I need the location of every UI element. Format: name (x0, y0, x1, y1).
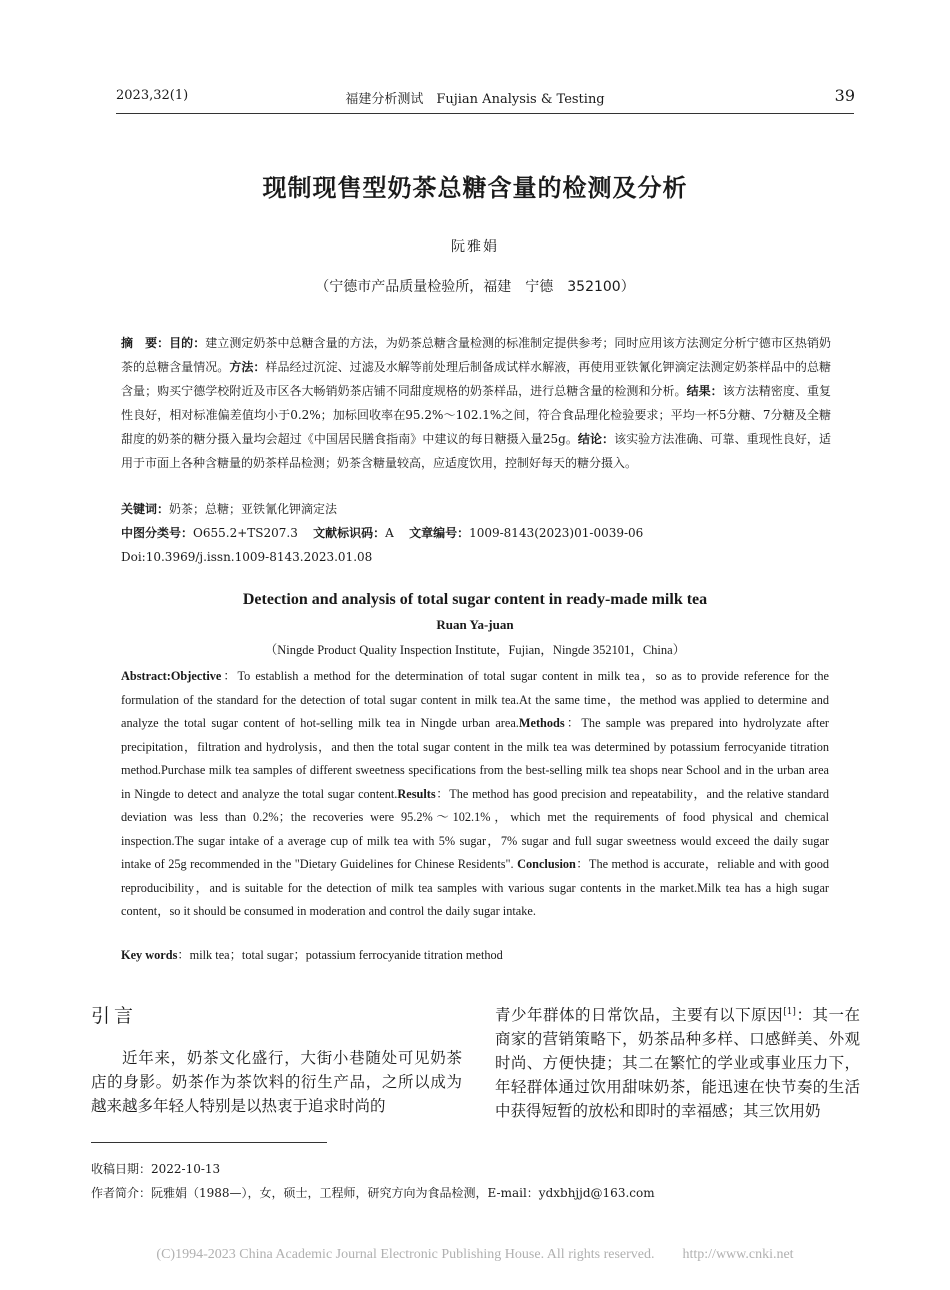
abstract-cn (121, 331, 831, 475)
conclusion-cn-label: 结论： (577, 432, 615, 446)
keywords-en-label: Key words (121, 948, 178, 962)
abstract-en-label: Abstract: (121, 669, 171, 683)
abstract-cn-label: 摘 要： (121, 336, 170, 350)
results-en-label: Results (397, 786, 436, 801)
copyright-watermark: (C)1994-2023 China Academic Journal Electronic Publishing House. All rights reserved. http://www.cnki.net (156, 1247, 794, 1262)
header-rule (116, 113, 854, 114)
objective-en: ：To establish a method for the determination of total sugar content in milk tea，so as to provide reference for the formulation of the standard for the detection of total sugar content in milk tea.At the same time，the method was applied to determine and analyze the total sugar content of hot-selling milk tea in Ningde urban area. (121, 669, 829, 730)
paper-title-en: Detection and analysis of total sugar content in ready-made milk tea (242, 591, 708, 608)
citation-ref[interactable]: [1] (783, 1007, 796, 1017)
header-journal: 福建分析测试 Fujian Analysis & Testing (345, 92, 605, 107)
intro-paragraph-left: 近年来，奶茶文化盛行，大街小巷随处可见奶茶店的身影。奶茶作为茶饮料的衍生产品，之所以成为越来越多年轻人特别是以热衷于追求时尚的 (91, 1049, 462, 1115)
objective-en-label: Objective (170, 669, 222, 683)
methods-en-label: Methods (518, 716, 565, 730)
results-en: ：The method has good precision and repeatability，and the relative standard deviation was less than 0.2%；the recoveries were 95.2%～102.1%，which met the requirements of food physical and chemical inspection.The sugar intake of a average cup of milk tea with 5% sugar，7% sugar and full sugar sweetness would exceed the daily sugar intake of 25g recommended in the "Dietary Guidelines for Chinese Residents". (121, 786, 830, 871)
affiliation-cn: （宁德市产品质量检验所，福建 宁德 352100） (315, 279, 635, 295)
keywords-en-text: ：milk tea；total sugar；potassium ferrocyanide titration method (177, 948, 503, 962)
author-cn: 阮雅娟 (451, 239, 499, 255)
results-cn: 该方法精密度、重复性良好，相对标准偏差值均小于0.2%；加标回收率在95.2%～102.1%之间，符合食品理化检验要求；平均一杯5分糖、7分糖及全糖甜度的奶茶的糖分摄入量均会超过《中国居民膳食指南》中建议的每日糖摄入量25g。 (121, 384, 831, 446)
results-cn-label: 结果： (686, 384, 723, 398)
intro-right-text-b: ：其一在商家的营销策略下，奶茶品种多样、口感鲜美、外观时尚、方便快捷；其二在繁忙的学业或事业压力下，年轻群体通过饮用甜味奶茶，能迅速在快节奏的生活中获得短暂的放松和即时的幸福感；其三饮用奶 (495, 1006, 860, 1121)
keywords-cn-text: 奶茶；总糖；亚铁氰化钾滴定法 (169, 502, 338, 516)
article-number: 1009-8143(2023)01-0039-06 (469, 526, 644, 540)
objective-cn: 建立测定奶茶中总糖含量的方法，为奶茶总糖含量检测的标准制定提供参考；同时应用该方法测定分析宁德市区热销奶茶的总糖含量情况。 (121, 336, 831, 374)
methods-en: ：The sample was prepared into hydrolyzate after precipitation，filtration and hydrolysis，and then the total sugar content in the milk tea was determined by potassium ferrocyanide titration method.Purchase milk tea samples of different sweetness specifications from the best-selling milk tea shops near School and in the urban area in Ningde to detect and analyze the total sugar content. (121, 716, 829, 801)
intro-right-text-a: 青少年群体的日常饮品，主要有以下原因 (495, 1006, 784, 1025)
methods-cn: 样品经过沉淀、过滤及水解等前处理后制备成试样水解液，再使用亚铁氰化钾滴定法测定奶茶样品中的总糖含量；购买宁德学校附近及市区各大畅销奶茶店铺不同甜度规格的奶茶样品，进行总糖含量的检测和分析。 (121, 360, 831, 398)
header-page-number: 39 (834, 86, 855, 105)
intro-paragraph-right (495, 1000, 860, 1123)
keywords-cn-label: 关键词： (121, 502, 170, 516)
abstract-en (121, 665, 829, 924)
doi: Doi:10.3969/j.issn.1009-8143.2023.01.08 (121, 550, 373, 564)
section-heading-intro: 引言 (91, 1005, 138, 1027)
conclusion-en: ：The method is accurate，reliable and with good reproducibility，and is suitable for the detection of milk tea samples with various sugar contents in the market.Milk tea has a high sugar content，so it should be consumed in moderation and control the daily sugar intake. (121, 857, 829, 918)
keywords-en (121, 944, 829, 968)
author-en: Ruan Ya-juan (436, 617, 514, 632)
affiliation-en: （Ningde Product Quality Inspection Institute，Fujian，Ningde 352101，China） (264, 643, 686, 657)
footnote-rule (91, 1142, 327, 1143)
paper-title-cn: 现制现售型奶茶总糖含量的检测及分析 (262, 174, 688, 202)
conclusion-cn: 该实验方法准确、可靠、重现性良好，适用于市面上各种含糖量的奶茶样品检测；奶茶含糖量较高，应适度饮用，控制好每天的糖分摄入。 (121, 432, 831, 470)
footnote-received: 收稿日期：2022-10-13 (91, 1162, 221, 1176)
doc-code: A (385, 526, 394, 540)
conclusion-en-label: Conclusion (517, 857, 576, 871)
footnote-author-bio: 作者简介：阮雅娟（1988—），女，硕士，工程师，研究方向为食品检测，E-mail：ydxbhjjd@163.com (91, 1186, 655, 1200)
article-number-label: 文章编号： (409, 526, 470, 540)
objective-cn-label: 目的： (169, 336, 206, 350)
clc-label: 中图分类号： (121, 526, 194, 540)
header-issue: 2023,32(1) (116, 88, 189, 103)
classification-line (121, 521, 831, 545)
methods-cn-label: 方法： (229, 360, 266, 374)
clc-number: O655.2+TS207.3 (193, 526, 298, 540)
doc-code-label: 文献标识码： (313, 526, 386, 540)
keywords-cn (121, 497, 831, 521)
